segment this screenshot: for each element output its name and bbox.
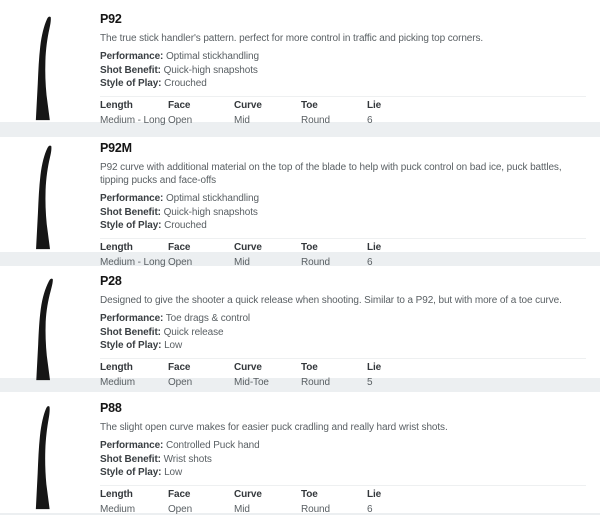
toe-value: Round: [301, 503, 330, 515]
length-value: Medium - Long: [100, 256, 166, 268]
header-toe: Toe: [301, 241, 318, 253]
header-lie: Lie: [367, 361, 382, 373]
style-of-play-value: Crouched: [164, 78, 207, 89]
pattern-info: [100, 12, 596, 126]
length-value: Medium: [100, 503, 135, 515]
shot-benefit-row: [100, 453, 586, 467]
pattern-info: [100, 274, 596, 388]
pattern-section-p92m: [0, 137, 600, 268]
pattern-description: The slight open curve makes for easier puck cradling and really hard wrist shots.: [100, 422, 448, 433]
lie-value: 5: [367, 376, 373, 388]
performance-label: Performance:: [100, 313, 164, 324]
face-value: Open: [168, 114, 193, 126]
pattern-description: Designed to give the shooter a quick release when shooting. Similar to a P92, but with more of a toe curve.: [100, 295, 562, 306]
style-of-play-value: Low: [164, 340, 183, 351]
pattern-title: P92: [100, 12, 122, 26]
face-value: Open: [168, 376, 193, 388]
style-of-play-label: Style of Play:: [100, 78, 162, 89]
toe-value: Round: [301, 256, 330, 268]
shot-benefit-row: [100, 64, 586, 78]
header-length: Length: [100, 241, 133, 253]
spec-header-row: [100, 242, 586, 257]
blade-column: [0, 401, 100, 513]
spec-table: [100, 96, 586, 126]
curve-value: Mid: [234, 256, 250, 268]
pattern-section-p88: [0, 392, 600, 513]
shot-benefit-label: Shot Benefit:: [100, 64, 161, 76]
toe-value: Round: [301, 376, 330, 388]
shot-benefit-value: Quick release: [163, 326, 224, 338]
header-length: Length: [100, 99, 133, 111]
toe-value: Round: [301, 114, 330, 126]
header-toe: Toe: [301, 488, 318, 500]
header-face: Face: [168, 488, 191, 500]
curve-value: Mid: [234, 503, 250, 515]
pattern-info: [100, 401, 596, 513]
hockey-blade-p28-icon: [15, 275, 85, 383]
face-value: Open: [168, 256, 193, 268]
performance-value: Toe drags & control: [165, 313, 251, 324]
performance-label: Performance:: [100, 193, 164, 204]
lie-value: 6: [367, 256, 373, 268]
performance-value: Optimal stickhandling: [165, 193, 259, 204]
spec-value-row: [100, 504, 586, 515]
shot-benefit-label: Shot Benefit:: [100, 326, 161, 338]
lie-value: 6: [367, 503, 373, 515]
header-toe: Toe: [301, 361, 318, 373]
shot-benefit-value: Quick-high snapshots: [163, 64, 258, 76]
performance-value: Optimal stickhandling: [165, 51, 259, 62]
spec-value-row: [100, 377, 586, 388]
style-of-play-row: [100, 219, 586, 233]
shot-benefit-label: Shot Benefit:: [100, 453, 161, 465]
pattern-info: [100, 141, 596, 268]
style-of-play-row: [100, 77, 586, 91]
style-of-play-label: Style of Play:: [100, 340, 162, 351]
blade-column: [0, 12, 100, 122]
header-curve: Curve: [234, 241, 262, 253]
spec-header-row: [100, 100, 586, 115]
style-of-play-value: Low: [164, 467, 183, 478]
style-of-play-label: Style of Play:: [100, 467, 162, 478]
performance-value: Controlled Puck hand: [165, 440, 260, 451]
shot-benefit-row: [100, 326, 586, 340]
header-face: Face: [168, 241, 191, 253]
lie-value: 6: [367, 114, 373, 126]
length-value: Medium: [100, 376, 135, 388]
header-lie: Lie: [367, 99, 382, 111]
hockey-blade-p92m-icon: [15, 142, 85, 252]
shot-benefit-row: [100, 206, 586, 220]
performance-row: [100, 439, 586, 453]
performance-row: [100, 192, 586, 206]
spec-table: [100, 485, 586, 515]
pattern-section-p28: [0, 266, 600, 388]
hockey-blade-p88-icon: [15, 402, 85, 512]
header-curve: Curve: [234, 361, 262, 373]
shot-benefit-label: Shot Benefit:: [100, 206, 161, 218]
header-face: Face: [168, 99, 191, 111]
blade-column: [0, 274, 100, 378]
style-of-play-row: [100, 339, 586, 353]
performance-label: Performance:: [100, 51, 164, 62]
performance-label: Performance:: [100, 440, 164, 451]
header-length: Length: [100, 488, 133, 500]
header-curve: Curve: [234, 488, 262, 500]
pattern-title: P28: [100, 274, 122, 288]
spec-table: [100, 358, 586, 388]
style-of-play-label: Style of Play:: [100, 220, 162, 231]
spec-header-row: [100, 362, 586, 377]
pattern-title: P92M: [100, 141, 132, 155]
pattern-description: P92 curve with additional material on the top of the blade to help with puck control on bad ice, puck battles, tipping pucks and face-offs: [100, 162, 562, 186]
pattern-description: The true stick handler's pattern. perfect for more control in traffic and picking top corners.: [100, 33, 484, 44]
style-of-play-value: Crouched: [164, 220, 207, 231]
pattern-section-p92: [0, 0, 600, 126]
length-value: Medium - Long: [100, 114, 166, 126]
curve-value: Mid-Toe: [234, 376, 269, 388]
hockey-blade-p92-icon: [15, 13, 85, 123]
blade-column: [0, 141, 100, 252]
spec-value-row: [100, 115, 586, 126]
shot-benefit-value: Quick-high snapshots: [163, 206, 258, 218]
spec-header-row: [100, 489, 586, 504]
header-lie: Lie: [367, 488, 382, 500]
style-of-play-row: [100, 466, 586, 480]
header-curve: Curve: [234, 99, 262, 111]
spec-value-row: [100, 257, 586, 268]
pattern-title: P88: [100, 401, 122, 415]
performance-row: [100, 312, 586, 326]
performance-row: [100, 50, 586, 64]
header-lie: Lie: [367, 241, 382, 253]
header-length: Length: [100, 361, 133, 373]
curve-value: Mid: [234, 114, 250, 126]
header-face: Face: [168, 361, 191, 373]
header-toe: Toe: [301, 99, 318, 111]
spec-table: [100, 238, 586, 268]
face-value: Open: [168, 503, 193, 515]
shot-benefit-value: Wrist shots: [163, 453, 212, 465]
